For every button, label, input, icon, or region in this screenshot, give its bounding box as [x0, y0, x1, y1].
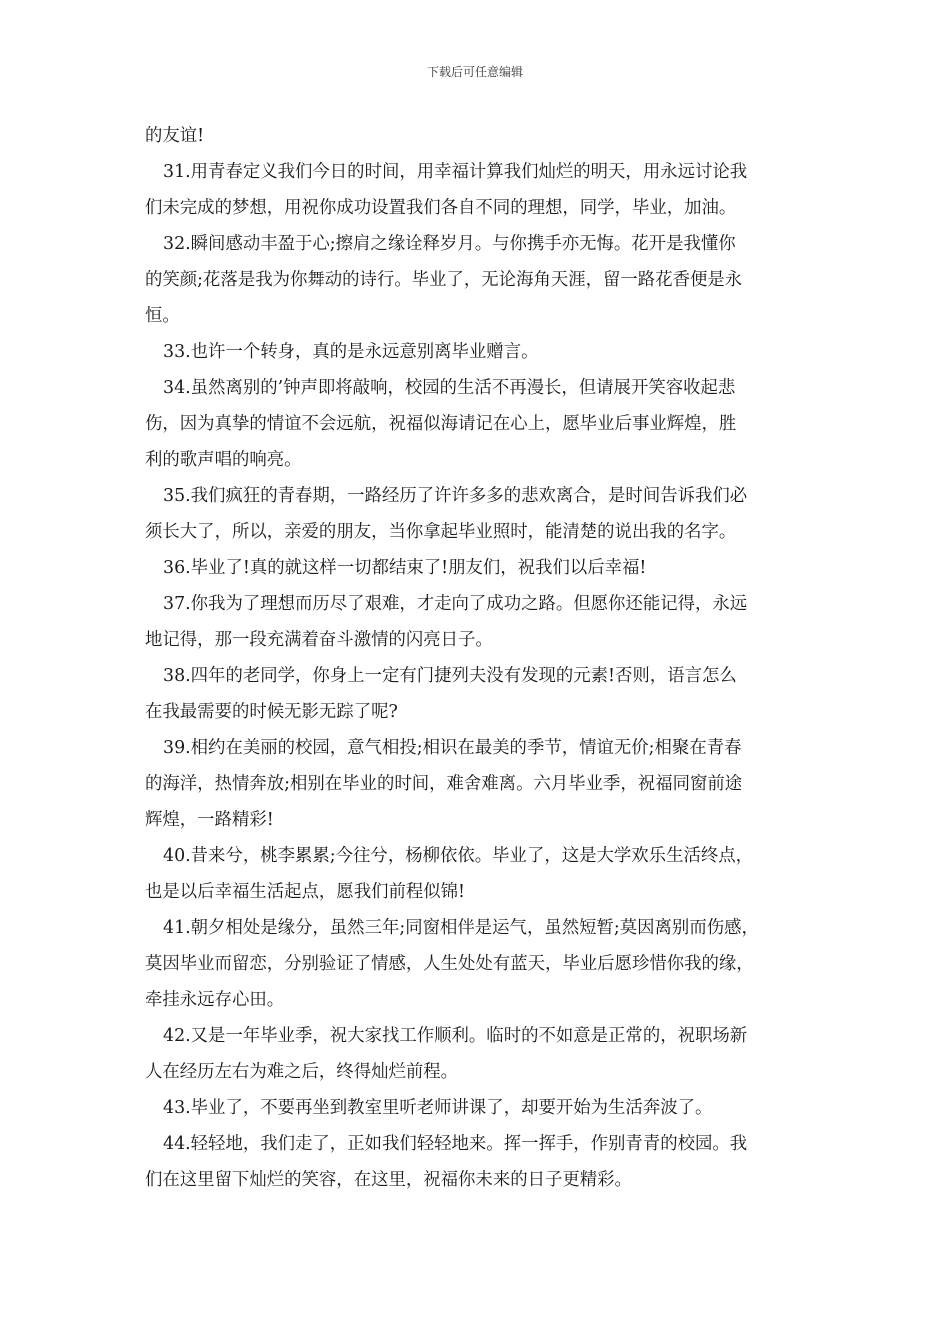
paragraph-p31	[145, 154, 810, 226]
document-body	[145, 118, 810, 1198]
paragraph-p38	[145, 658, 810, 730]
text-line: 伤，因为真挚的情谊不会远航，祝福似海请记在心上，愿毕业后事业辉煌，胜	[145, 414, 737, 434]
paragraph-p32	[145, 226, 810, 334]
text-line: 40.昔来兮，桃李累累;今往兮，杨柳依依。毕业了，这是大学欢乐生活终点，	[163, 846, 754, 866]
text-line: 39.相约在美丽的校园，意气相投;相识在最美的季节，情谊无价;相聚在青春	[163, 738, 742, 758]
text-line: 们在这里留下灿烂的笑容，在这里，祝福你未来的日子更精彩。	[145, 1170, 632, 1190]
text-line: 牵挂永远存心田。	[145, 990, 285, 1010]
paragraph-p41	[145, 910, 810, 1018]
text-line: 37.你我为了理想而历尽了艰难，才走向了成功之路。但愿你还能记得，永远	[163, 594, 748, 614]
text-line: 辉煌，一路精彩!	[145, 810, 274, 830]
text-line: 也是以后幸福生活起点，愿我们前程似锦!	[145, 882, 466, 902]
paragraph-p35	[145, 478, 810, 550]
paragraph-p39	[145, 730, 810, 838]
text-line: 在我最需要的时候无影无踪了呢?	[145, 702, 398, 722]
page-header: 下载后可任意编辑	[426, 65, 523, 79]
text-line: 莫因毕业而留恋，分别验证了情感，人生处处有蓝天，毕业后愿珍惜你我的缘，	[145, 954, 754, 974]
text-line: 32.瞬间感动丰盈于心;擦肩之缘诠释岁月。与你携手亦无悔。花开是我懂你	[163, 234, 736, 254]
text-line: 地记得，那一段充满着奋斗激情的闪亮日子。	[145, 630, 493, 650]
text-line: 的海洋，热情奔放;相别在毕业的时间，难舍难离。六月毕业季，祝福同窗前途	[145, 774, 743, 794]
text-line: 人在经历左右为难之后，终得灿烂前程。	[145, 1062, 459, 1082]
text-line: 31.用青春定义我们今日的时间，用幸福计算我们灿烂的明天，用永远讨论我	[163, 162, 748, 182]
paragraph-p44	[145, 1126, 810, 1198]
text-line: 的友谊!	[145, 126, 205, 146]
paragraph-p40	[145, 838, 810, 910]
text-line: 们未完成的梦想，用祝你成功设置我们各自不同的理想，同学，毕业，加油。	[145, 198, 737, 218]
paragraph-p37	[145, 586, 810, 658]
paragraph-p33	[145, 334, 810, 370]
text-line: 34.虽然离别的’钟声即将敲响，校园的生活不再漫长，但请展开笑容收起悲	[163, 378, 736, 398]
text-line: 的笑颜;花落是我为你舞动的诗行。毕业了，无论海角天涯，留一路花香便是永	[145, 270, 743, 290]
paragraph-p36	[145, 550, 810, 586]
text-line: 44.轻轻地，我们走了，正如我们轻轻地来。挥一挥手，作别青青的校园。我	[163, 1134, 748, 1154]
paragraph-p34	[145, 370, 810, 478]
text-line: 须长大了，所以，亲爱的朋友，当你拿起毕业照时，能清楚的说出我的名字。	[145, 522, 737, 542]
text-line: 恒。	[145, 306, 180, 326]
text-line: 利的歌声唱的响亮。	[145, 450, 302, 470]
text-line: 33.也许一个转身，真的是永远意别离毕业赠言。	[163, 342, 539, 362]
text-line: 35.我们疯狂的青春期，一路经历了许许多多的悲欢离合，是时间告诉我们必	[163, 486, 748, 506]
text-line: 38.四年的老同学，你身上一定有门捷列夫没有发现的元素!否则，语言怎么	[163, 666, 737, 686]
paragraph-p0	[145, 118, 810, 154]
paragraph-p43	[145, 1090, 810, 1126]
text-line: 42.又是一年毕业季，祝大家找工作顺利。临时的不如意是正常的，祝职场新	[163, 1026, 748, 1046]
text-line: 43.毕业了，不要再坐到教室里听老师讲课了，却要开始为生活奔波了。	[163, 1098, 713, 1118]
text-line: 41.朝夕相处是缘分，虽然三年;同窗相伴是运气，虽然短暂;莫因离别而伤感，	[163, 918, 759, 938]
paragraph-p42	[145, 1018, 810, 1090]
text-line: 36.毕业了!真的就这样一切都结束了!朋友们，祝我们以后幸福!	[163, 558, 647, 578]
